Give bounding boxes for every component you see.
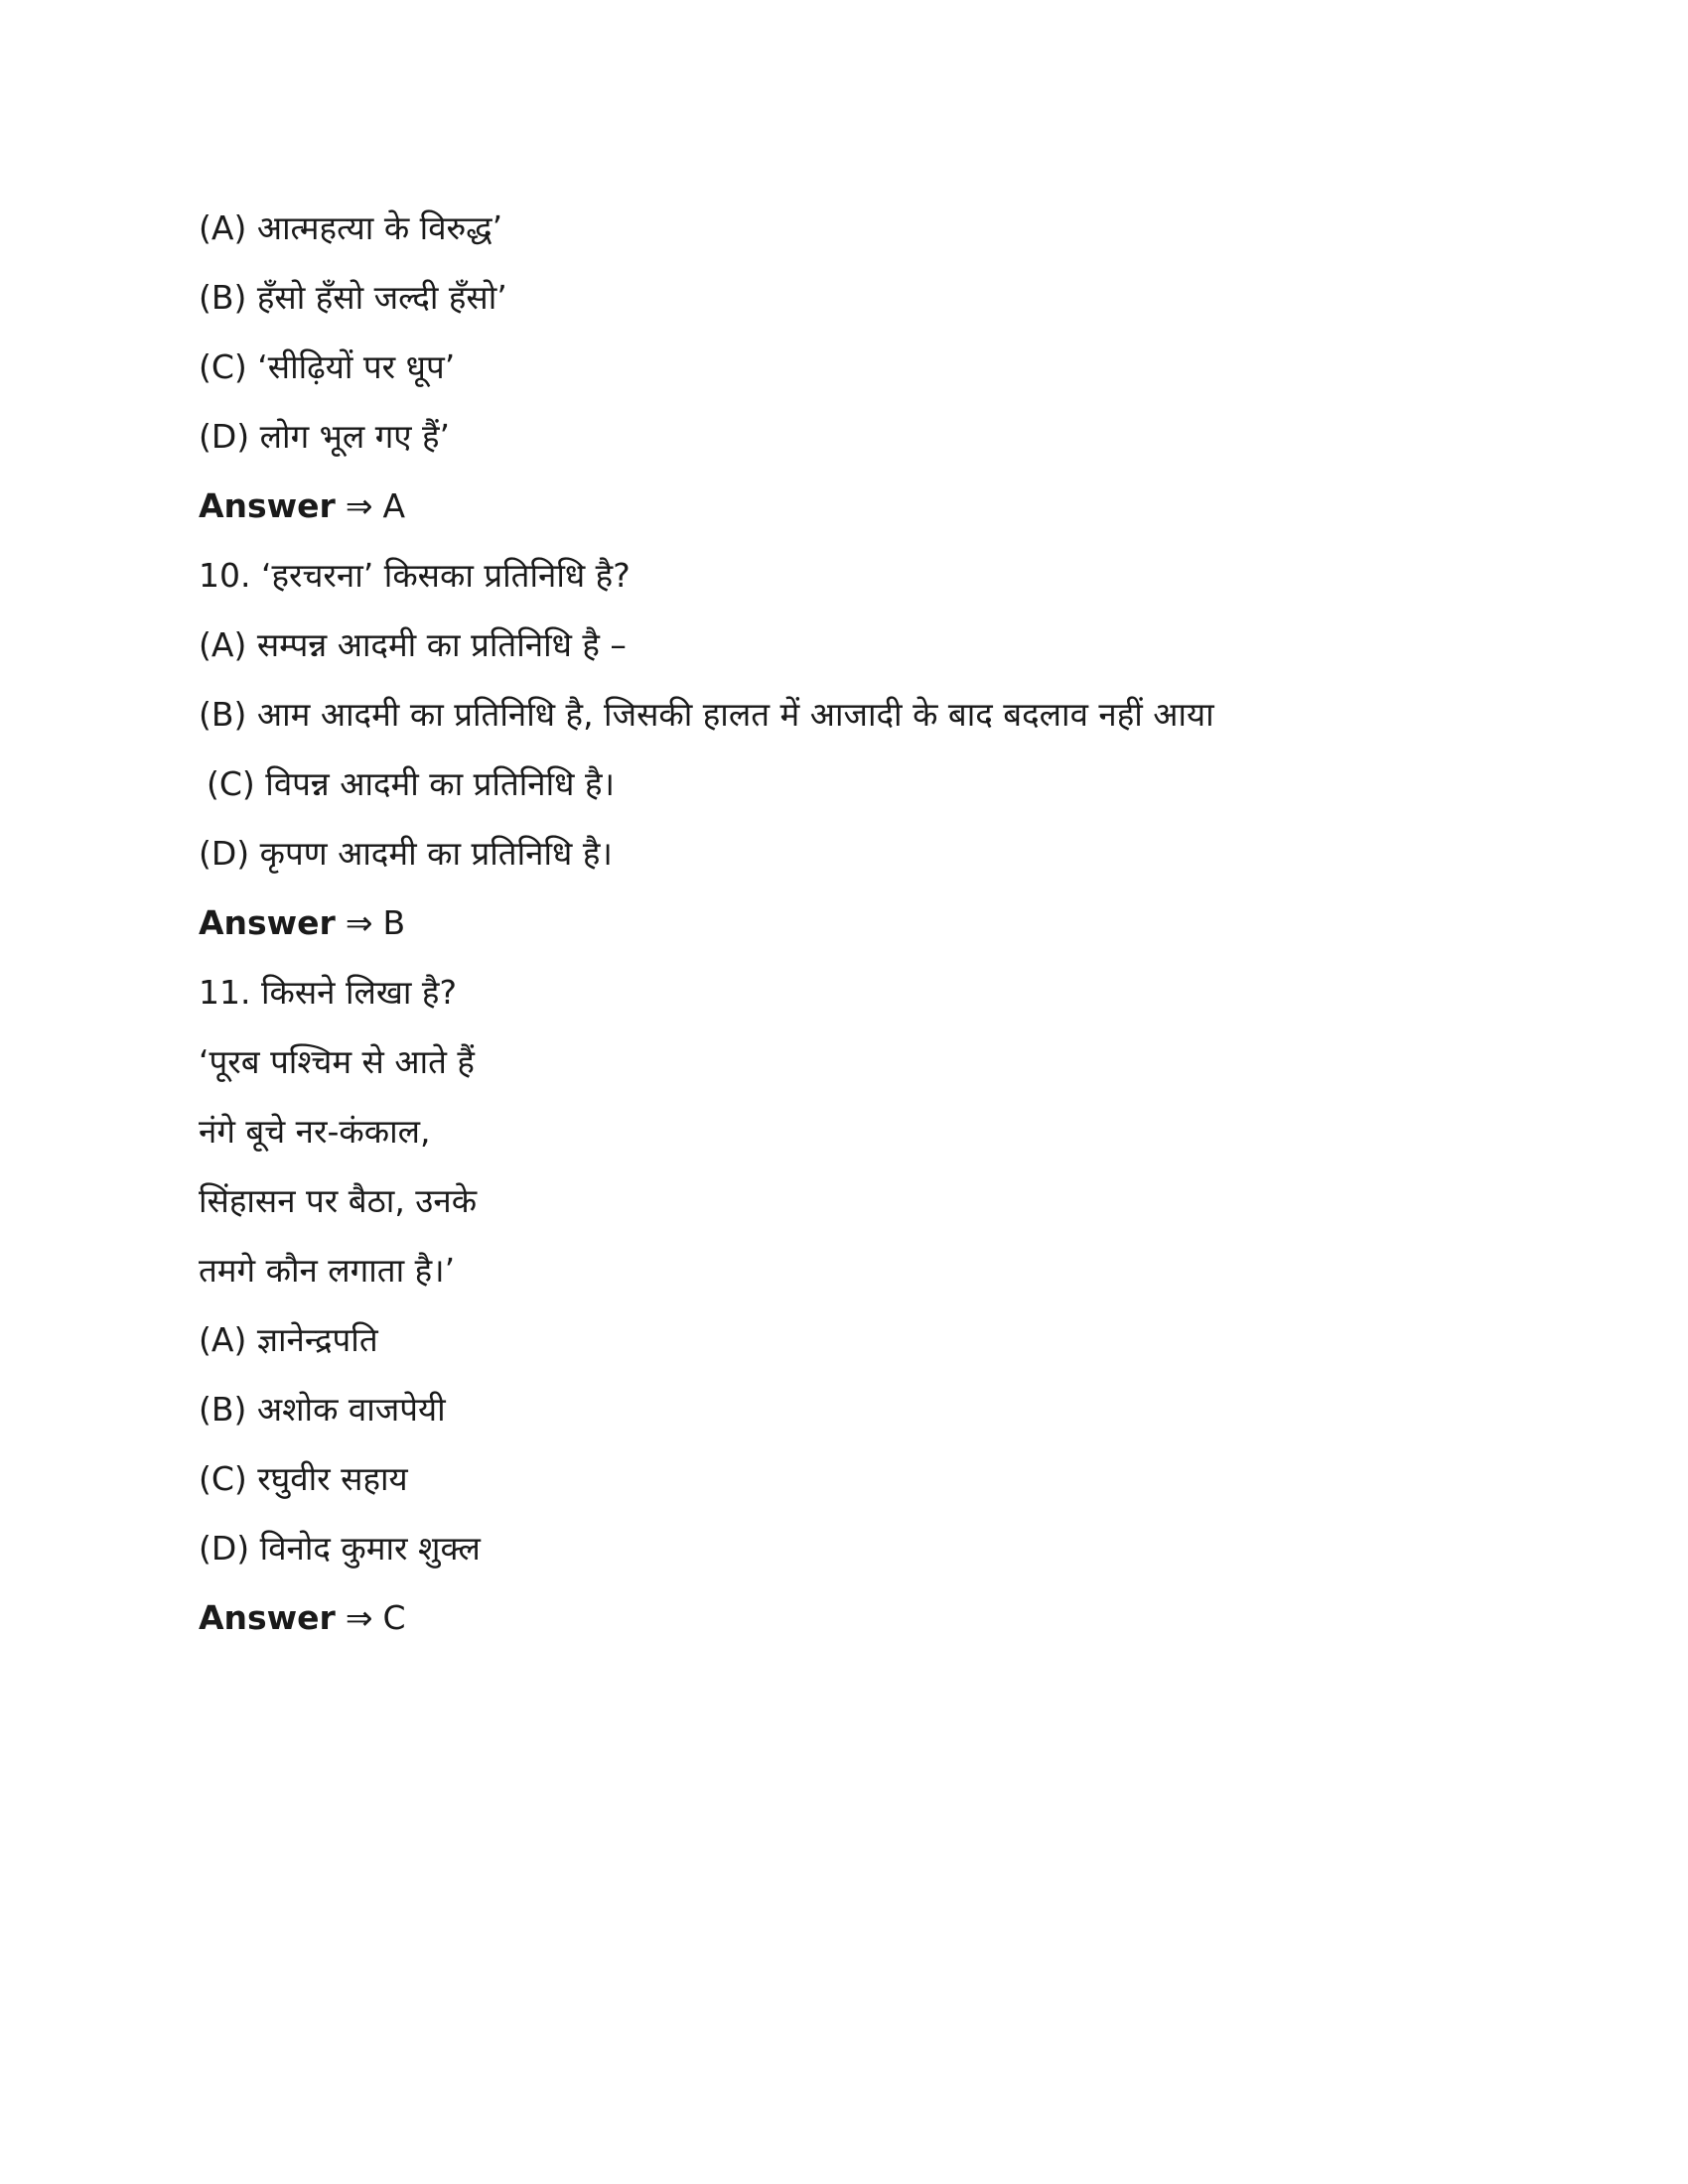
q9-answer-arrow: ⇒ bbox=[345, 486, 373, 525]
q9-answer-label: Answer bbox=[199, 486, 336, 525]
q11-answer-label: Answer bbox=[199, 1598, 336, 1637]
q11-poem-line-4: तमगे कौन लगाता है।’ bbox=[199, 1251, 456, 1290]
q11-option-c: (C) रघुवीर सहाय bbox=[199, 1459, 408, 1498]
q11-poem-line-2: नंगे बूचे नर-कंकाल, bbox=[199, 1112, 431, 1151]
q10-option-c: (C) विपन्न आदमी का प्रतिनिधि है। bbox=[207, 764, 615, 803]
q11-question: 11. किसने लिखा है? bbox=[199, 973, 457, 1012]
q9-option-d: (D) लोग भूल गए हैं’ bbox=[199, 417, 451, 456]
q10-question: 10. ‘हरचरना’ किसका प्रतिनिधि है? bbox=[199, 556, 631, 595]
q11-option-b: (B) अशोक वाजपेयी bbox=[199, 1390, 446, 1429]
q10-option-d: (D) कृपण आदमी का प्रतिनिधि है। bbox=[199, 834, 613, 873]
q10-option-a: (A) सम्पन्न आदमी का प्रतिनिधि है – bbox=[199, 625, 627, 664]
q9-answer-value: A bbox=[382, 486, 406, 525]
q9-option-c: (C) ‘सीढ़ियों पर धूप’ bbox=[199, 347, 456, 386]
q11-option-d: (D) विनोद कुमार शुक्ल bbox=[199, 1529, 481, 1568]
q10-option-b: (B) आम आदमी का प्रतिनिधि है, जिसकी हालत में आजादी के बाद बदलाव नहीं आया bbox=[199, 695, 1214, 734]
q11-poem-line-1: ‘पूरब पश्चिम से आते हैं bbox=[199, 1042, 475, 1081]
q10-answer-label: Answer bbox=[199, 903, 336, 942]
q11-answer bbox=[199, 1583, 1509, 1653]
q9-option-b: (B) हँसो हँसो जल्दी हँसो’ bbox=[199, 278, 507, 317]
q10-answer bbox=[199, 888, 1509, 958]
q11-answer-arrow: ⇒ bbox=[345, 1598, 373, 1637]
q9-answer bbox=[199, 472, 1509, 541]
q10-answer-value: B bbox=[382, 903, 406, 942]
page-content bbox=[199, 194, 1509, 1653]
q11-option-a: (A) ज्ञानेन्द्रपति bbox=[199, 1320, 378, 1359]
q10-answer-arrow: ⇒ bbox=[345, 903, 373, 942]
q9-option-a: (A) आत्महत्या के विरुद्ध’ bbox=[199, 208, 503, 247]
q11-poem-line-3: सिंहासन पर बैठा, उनके bbox=[199, 1181, 478, 1220]
q11-answer-value: C bbox=[382, 1598, 406, 1637]
